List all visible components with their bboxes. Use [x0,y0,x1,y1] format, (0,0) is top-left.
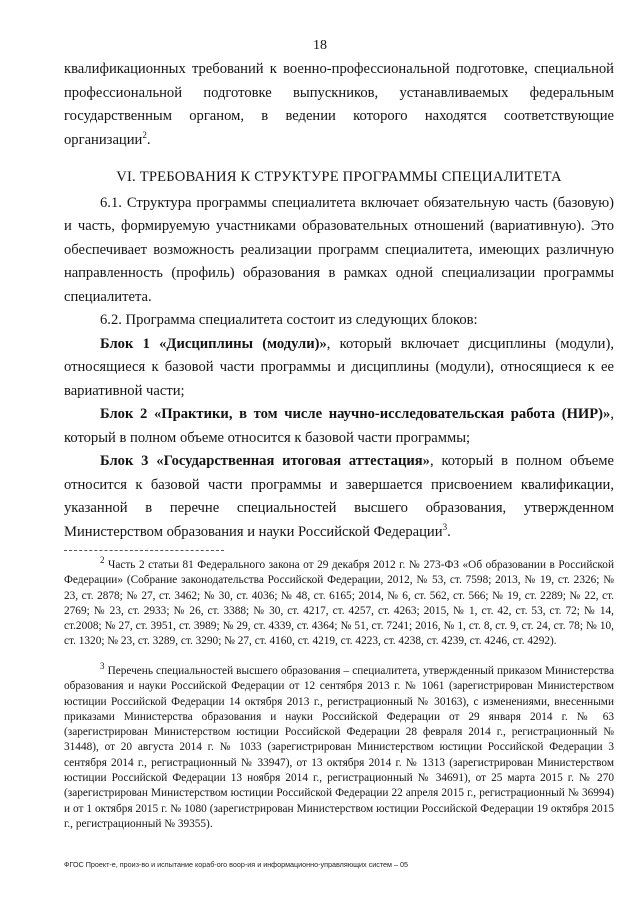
footnote-divider [64,550,224,551]
page-footer: ФГОС Проект-е, произ-во и испытание кораб-ого воор-ия и информационно-управляющих систем – 05 [64,860,408,869]
block-3-text: , который в полном объеме относится к базовой части программы и завершается присвоением квалификации, указанной в перечне специальностей высшего образования, утвержденном Министерством образования и науки Российской Федерации [64,453,614,540]
paragraph-end: . [447,523,451,540]
footnote-3-body: Перечень специальностей высшего образования – специалитета, утвержденный приказом Министерства образования и науки Российской Федерации от 12 сентября 2013 г. № 1061 (зарегистрирован Министерством юстиции Российской Федерации 14 октября 2013 г., регистрационный № 30163), с изменениями, внесенными приказами Министерства образования и науки Российской Федерации от 29 января 2014 г. № 63 (зарегистрирован Министерством юстиции Российской Федерации 28 февраля 2014 г., регистрационный № 31448), от 20 августа 2014 г. № 1033 (зарегистрирован Министерством юстиции Российской Федерации 3 сентября 2014 г., регистрационный № 33947), от 13 октября 2014 г. № 1313 (зарегистрирован Министерством юстиции Российской Федерации 13 ноября 2014 г., регистрационный № 34691), от 25 марта 2015 г. № 270 (зарегистрирован Министерством юстиции Российской Федерации 22 апреля 2015 г., регистрационный № 36994) и от 1 октября 2015 г. № 1080 (зарегистрирован Министерством юстиции Российской Федерации 19 октября 2015 г., регистрационный № 39355). [64,665,614,830]
page-number: 18 [313,38,327,53]
block-3-title: Блок 3 «Государственная итоговая аттестация» [100,453,430,469]
footnote-2 [64,555,615,650]
footnote-3-text [64,661,614,832]
footnote-2-text [64,555,615,650]
block-1-text: , который включает дисциплины (модули), относящиеся к базовой части программы и дисциплины (модули), относящиеся к ее вариативной части; [64,335,614,399]
paragraph-end: . [146,131,151,148]
footnote-ref-3[interactable]: 3 [442,521,448,532]
main-text [64,58,614,544]
paragraph-block-3 [64,450,614,544]
block-1-title: Блок 1 «Дисциплины (модули)» [100,335,327,352]
paragraph-block-1 [64,333,614,404]
paragraph-6-2: 6.2. Программа специалитета состоит из следующих блоков: [100,312,478,328]
footnote-3-mark: 3 [100,661,105,672]
footnote-2-body: Часть 2 статьи 81 Федерального закона от 29 декабря 2012 г. № 273-ФЗ «Об образовании в Российской Федерации» (Собрание законодательства Российской Федерации, 2012, № 53, ст. 7598; 2013, № 19, ст. 2326; № 23, ст. 2878; № 27, ст. 3462; № 30, ст. 4036; № 48, ст. 6165; 2014, № 6, ст. 562, ст. 566; № 19, ст. 2289; № 22, ст. 2769; № 23, ст. 2933; № 26, ст. 3388; № 30, ст. 4217, ст. 4257, ст. 4263; 2015, № 1, ст. 42, ст. 53, ст. 72; № 14, ст.2008; № 27, ст. 3951, ст. 3989; № 29, ст. 4339, ст. 4364; № 51, ст. 7241; 2016, № 1, ст. 8, ст. 9, ст. 24, ст. 78; № 10, ст. 1320; № 23, ст. 3289, ст. 3290; № 27, ст. 4160, ст. 4219, ст. 4223, ст. 4238, ст. 4239, ст. 4246, ст. 4292). [64,559,615,648]
section-heading: VI. ТРЕБОВАНИЯ К СТРУКТУРЕ ПРОГРАММЫ СПЕЦИАЛИТЕТА [116,169,562,185]
footnote-ref-2[interactable]: 2 [142,129,147,140]
footnote-3 [64,661,614,832]
paragraph-6-1: 6.1. Структура программы специалитета включает обязательную часть (базовую) и часть, формируемую участниками образовательных отношений (вариативную). Это обеспечивает возможность реализации программ специалитета, имеющих различную направленность (профиль) образования в рамках одной специализации программы специалитета. [64,194,614,305]
paragraph-text: квалификационных требований к военно-профессиональной подготовке, специальной профессиональной подготовке выпускников, устанавливаемых федеральным государственным органом, в ведении которого находятся соответствующие организации [64,61,614,148]
paragraph-continuation [64,58,614,152]
block-2-text: , который в полном объеме относится к базовой части программы; [64,406,614,446]
paragraph-block-2 [64,403,614,450]
block-2-title: Блок 2 «Практики, в том числе научно-исследовательская работа (НИР)» [100,406,611,422]
footnote-2-mark: 2 [100,555,105,566]
